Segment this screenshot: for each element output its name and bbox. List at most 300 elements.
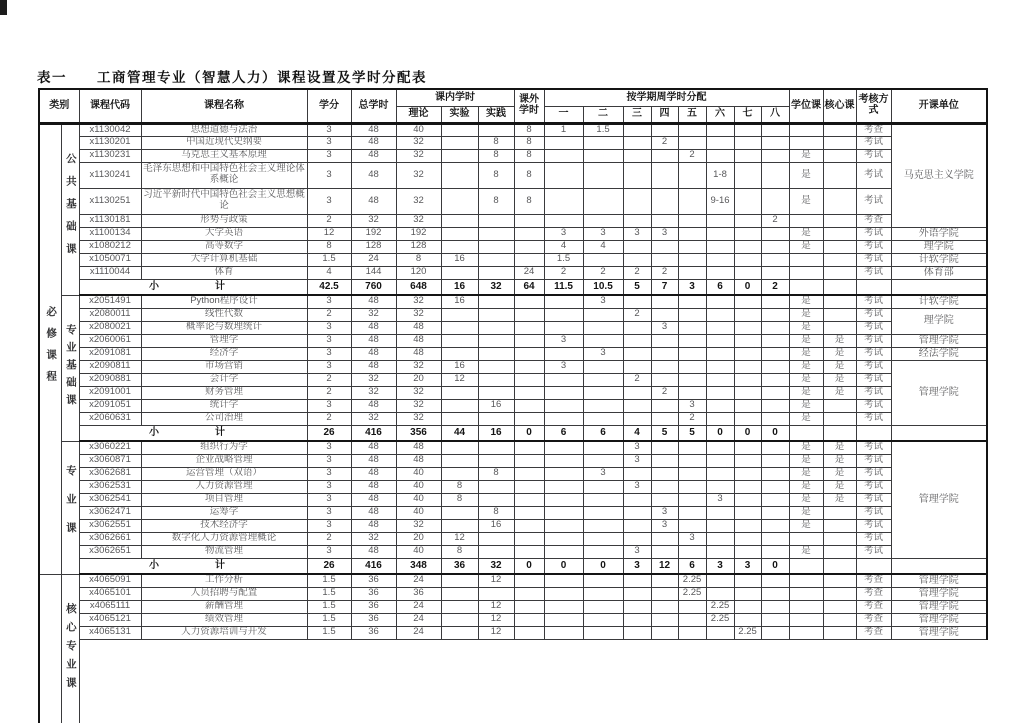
cell-semester-1: 3 — [544, 227, 583, 240]
cell-semester-4 — [651, 480, 678, 493]
subtotal-semester-7: 3 — [734, 558, 761, 574]
cell-assessment: 考试 — [856, 480, 891, 493]
table-row — [39, 373, 987, 386]
header-sem-4: 四 — [651, 106, 678, 123]
cell-semester-1 — [544, 399, 583, 412]
cell-semester-7 — [734, 386, 761, 399]
subtotal-practice-hours: 32 — [478, 279, 514, 295]
cell-semester-4: 3 — [651, 519, 678, 532]
cell-theory-hours: 32 — [396, 188, 441, 214]
cell-semester-8 — [761, 519, 789, 532]
cell-degree-course — [789, 532, 823, 545]
cell-degree-course: 是 — [789, 545, 823, 558]
cell-assessment: 考试 — [856, 334, 891, 347]
cell-course-name: 物流管理 — [141, 545, 307, 558]
cell-total-hours: 48 — [351, 149, 396, 162]
cell-semester-6 — [706, 412, 734, 425]
cell-core-course — [823, 162, 856, 188]
cell-semester-4 — [651, 240, 678, 253]
cell-semester-1 — [544, 626, 583, 639]
cell-semester-8 — [761, 454, 789, 467]
cell-semester-1 — [544, 480, 583, 493]
cell-semester-6: 2.25 — [706, 600, 734, 613]
clipped-continuation-row — [39, 639, 987, 723]
cell-semester-6 — [706, 136, 734, 149]
cell-credits: 1.5 — [307, 626, 351, 639]
cell-credits: 3 — [307, 149, 351, 162]
cell-theory-hours: 24 — [396, 626, 441, 639]
cell-theory-hours: 40 — [396, 493, 441, 506]
table-row — [39, 613, 987, 626]
cell-semester-7 — [734, 162, 761, 188]
cell-practice-hours: 8 — [478, 136, 514, 149]
cell-semester-8 — [761, 266, 789, 279]
cell-semester-6 — [706, 587, 734, 600]
subtotal-practice-hours: 32 — [478, 558, 514, 574]
cell-degree-course: 是 — [789, 347, 823, 360]
table-row — [39, 162, 987, 188]
cell-semester-2 — [583, 454, 623, 467]
cell-assessment: 考查 — [856, 123, 891, 136]
cell-semester-1 — [544, 214, 583, 227]
cell-semester-5 — [678, 480, 706, 493]
cell-course-code: x2091051 — [79, 399, 141, 412]
cell-semester-4: 2 — [651, 266, 678, 279]
cell-semester-4: 3 — [651, 227, 678, 240]
cell-experiment-hours — [441, 467, 478, 480]
subtotal-semester-5: 3 — [678, 279, 706, 295]
cell-practice-hours — [478, 587, 514, 600]
cell-core-course: 是 — [823, 454, 856, 467]
cell-credits: 3 — [307, 295, 351, 308]
cell-credits: 4 — [307, 266, 351, 279]
cell-assessment: 考查 — [856, 214, 891, 227]
cell-semester-8 — [761, 587, 789, 600]
cell-semester-8 — [761, 188, 789, 214]
cell-semester-6 — [706, 295, 734, 308]
cell-course-code: x4065091 — [79, 574, 141, 587]
cell-experiment-hours: 16 — [441, 295, 478, 308]
cell-offering-unit: 管理学院 — [891, 574, 987, 587]
cell-semester-2 — [583, 334, 623, 347]
cell-offering-unit: 管理学院 — [891, 626, 987, 639]
cell-practice-hours — [478, 227, 514, 240]
cell-practice-hours — [478, 347, 514, 360]
cell-semester-5 — [678, 506, 706, 519]
subtotal-semester-1: 11.5 — [544, 279, 583, 295]
cell-semester-4 — [651, 308, 678, 321]
table-row — [39, 149, 987, 162]
cell-experiment-hours — [441, 188, 478, 214]
cell-course-code: x4065101 — [79, 587, 141, 600]
cell-course-code: x1130231 — [79, 149, 141, 162]
subtotal-semester-4: 12 — [651, 558, 678, 574]
cell-total-hours: 144 — [351, 266, 396, 279]
cell-semester-8: 2 — [761, 214, 789, 227]
cell-semester-7 — [734, 295, 761, 308]
subtotal-semester-5: 6 — [678, 558, 706, 574]
subtotal-core-course — [823, 279, 856, 295]
header-row-1 — [39, 89, 987, 106]
cell-practice-hours — [478, 545, 514, 558]
cell-course-code: x2060631 — [79, 412, 141, 425]
cell-semester-3 — [623, 399, 651, 412]
cell-practice-hours — [478, 308, 514, 321]
subtotal-degree-course — [789, 558, 823, 574]
cell-course-name: 公司治理 — [141, 412, 307, 425]
subtotal-semester-3: 4 — [623, 425, 651, 441]
cell-extra-hours — [514, 613, 544, 626]
cell-credits: 2 — [307, 386, 351, 399]
cell-semester-6 — [706, 308, 734, 321]
cell-course-name: 人力资源管理 — [141, 480, 307, 493]
subtotal-total-hours: 760 — [351, 279, 396, 295]
cell-course-code: x1100134 — [79, 227, 141, 240]
cell-credits: 1.5 — [307, 587, 351, 600]
cell-offering-unit: 马克思主义学院 — [891, 123, 987, 227]
cell-assessment: 考试 — [856, 266, 891, 279]
cell-offering-unit: 计软学院 — [891, 295, 987, 308]
cell-offering-unit: 理学院 — [891, 240, 987, 253]
cell-extra-hours — [514, 386, 544, 399]
cell-total-hours: 36 — [351, 626, 396, 639]
cell-assessment: 考试 — [856, 441, 891, 454]
cell-assessment: 考试 — [856, 493, 891, 506]
cell-total-hours: 48 — [351, 360, 396, 373]
cell-semester-1 — [544, 467, 583, 480]
cell-degree-course: 是 — [789, 399, 823, 412]
cell-course-code: x1130241 — [79, 162, 141, 188]
cell-semester-2 — [583, 493, 623, 506]
cell-semester-3: 2 — [623, 308, 651, 321]
cell-practice-hours: 12 — [478, 613, 514, 626]
cell-assessment: 考试 — [856, 545, 891, 558]
cell-semester-4: 3 — [651, 321, 678, 334]
cell-offering-unit: 管理学院 — [891, 441, 987, 558]
cell-semester-5: 2 — [678, 412, 706, 425]
cell-experiment-hours — [441, 613, 478, 626]
cell-assessment: 考试 — [856, 347, 891, 360]
cell-course-code: x2090811 — [79, 360, 141, 373]
cell-core-course — [823, 253, 856, 266]
cell-semester-1 — [544, 506, 583, 519]
cell-practice-hours — [478, 334, 514, 347]
cell-core-course: 是 — [823, 386, 856, 399]
cell-semester-6 — [706, 454, 734, 467]
table-row — [39, 532, 987, 545]
subtotal-credits: 26 — [307, 425, 351, 441]
cell-practice-hours — [478, 266, 514, 279]
cell-theory-hours: 120 — [396, 266, 441, 279]
table-row — [39, 399, 987, 412]
cell-total-hours: 48 — [351, 467, 396, 480]
cell-semester-2 — [583, 360, 623, 373]
cell-semester-6 — [706, 373, 734, 386]
cell-credits: 1.5 — [307, 253, 351, 266]
cell-core-course — [823, 136, 856, 149]
category-outer-label: 必修课程 — [45, 306, 58, 392]
category-inner-label: 公共基础课 — [64, 153, 77, 266]
table-row — [39, 626, 987, 639]
cell-semester-1 — [544, 574, 583, 587]
cell-course-name: 马克思主义基本原理 — [141, 149, 307, 162]
cell-total-hours: 36 — [351, 613, 396, 626]
header-sem-7: 七 — [734, 106, 761, 123]
cell-practice-hours: 16 — [478, 519, 514, 532]
cell-semester-8 — [761, 626, 789, 639]
cell-credits: 3 — [307, 441, 351, 454]
cell-practice-hours: 12 — [478, 626, 514, 639]
cell-theory-hours: 20 — [396, 373, 441, 386]
cell-semester-4 — [651, 149, 678, 162]
cell-course-code: x1130181 — [79, 214, 141, 227]
header-practice: 实践 — [478, 106, 514, 123]
cell-semester-6 — [706, 532, 734, 545]
subtotal-semester-2: 10.5 — [583, 279, 623, 295]
category-inner-label: 专业课 — [64, 464, 77, 551]
cell-total-hours: 48 — [351, 441, 396, 454]
cell-experiment-hours — [441, 386, 478, 399]
cell-semester-5: 2.25 — [678, 587, 706, 600]
cell-degree-course: 是 — [789, 441, 823, 454]
cell-core-course — [823, 321, 856, 334]
cell-course-code: x3060871 — [79, 454, 141, 467]
subtotal-extra-hours: 0 — [514, 425, 544, 441]
cell-practice-hours — [478, 253, 514, 266]
cell-semester-3: 2 — [623, 373, 651, 386]
cell-semester-8 — [761, 123, 789, 136]
cell-degree-course — [789, 613, 823, 626]
cell-semester-3 — [623, 386, 651, 399]
cell-degree-course — [789, 136, 823, 149]
cell-experiment-hours — [441, 441, 478, 454]
table-row — [39, 467, 987, 480]
cell-extra-hours — [514, 308, 544, 321]
cell-extra-hours — [514, 360, 544, 373]
cell-semester-4 — [651, 214, 678, 227]
cell-assessment: 考试 — [856, 412, 891, 425]
cell-course-name: 管理学 — [141, 334, 307, 347]
cell-extra-hours — [514, 253, 544, 266]
cell-credits: 3 — [307, 519, 351, 532]
cell-semester-3 — [623, 334, 651, 347]
cell-practice-hours: 8 — [478, 188, 514, 214]
cell-semester-1 — [544, 321, 583, 334]
cell-theory-hours: 32 — [396, 399, 441, 412]
cell-semester-1 — [544, 600, 583, 613]
cell-credits: 3 — [307, 467, 351, 480]
cell-semester-5 — [678, 214, 706, 227]
cell-credits: 3 — [307, 321, 351, 334]
cell-semester-6 — [706, 149, 734, 162]
page-title: 表一 工商管理专业（智慧人力）课程设置及学时分配表 — [37, 70, 427, 85]
cell-semester-3 — [623, 123, 651, 136]
cell-credits: 3 — [307, 399, 351, 412]
cell-extra-hours — [514, 347, 544, 360]
cell-semester-7 — [734, 266, 761, 279]
cell-semester-2 — [583, 441, 623, 454]
cell-theory-hours: 32 — [396, 295, 441, 308]
scan-artifact — [0, 0, 7, 15]
cell-course-code: x2080021 — [79, 321, 141, 334]
cell-semester-5 — [678, 162, 706, 188]
cell-total-hours: 192 — [351, 227, 396, 240]
cell-practice-hours — [478, 480, 514, 493]
cell-degree-course — [789, 253, 823, 266]
table-row — [39, 506, 987, 519]
cell-experiment-hours — [441, 308, 478, 321]
cell-semester-1 — [544, 188, 583, 214]
cell-degree-course: 是 — [789, 308, 823, 321]
cell-offering-unit: 管理学院 — [891, 334, 987, 347]
cell-semester-7 — [734, 136, 761, 149]
cell-assessment: 考试 — [856, 308, 891, 321]
cell-semester-4: 3 — [651, 506, 678, 519]
cell-practice-hours — [478, 214, 514, 227]
cell-semester-6: 1-8 — [706, 162, 734, 188]
cell-semester-8 — [761, 308, 789, 321]
cell-experiment-hours: 8 — [441, 545, 478, 558]
cell-semester-7 — [734, 360, 761, 373]
header-offering-unit: 开课单位 — [891, 89, 987, 123]
cell-semester-7 — [734, 545, 761, 558]
cell-course-name: 形势与政策 — [141, 214, 307, 227]
cell-degree-course: 是 — [789, 334, 823, 347]
cell-offering-unit: 管理学院 — [891, 587, 987, 600]
cell-semester-8 — [761, 227, 789, 240]
cell-semester-6 — [706, 506, 734, 519]
cell-total-hours: 32 — [351, 412, 396, 425]
cell-semester-3 — [623, 412, 651, 425]
cell-course-name: 工作分析 — [141, 574, 307, 587]
cell-total-hours: 32 — [351, 214, 396, 227]
cell-offering-unit: 计软学院 — [891, 253, 987, 266]
cell-degree-course: 是 — [789, 240, 823, 253]
cell-course-code: x4065111 — [79, 600, 141, 613]
cell-course-name: 体育 — [141, 266, 307, 279]
cell-core-course — [823, 587, 856, 600]
cell-course-name: 组织行为学 — [141, 441, 307, 454]
subtotal-offering-unit — [891, 558, 987, 574]
cell-course-code: x1130042 — [79, 123, 141, 136]
cell-semester-7 — [734, 149, 761, 162]
subtotal-row — [39, 279, 987, 295]
cell-semester-3 — [623, 214, 651, 227]
table-row — [39, 253, 987, 266]
cell-semester-5 — [678, 308, 706, 321]
cell-experiment-hours — [441, 240, 478, 253]
cell-practice-hours: 8 — [478, 149, 514, 162]
cell-practice-hours — [478, 386, 514, 399]
table-row — [39, 441, 987, 454]
cell-semester-8 — [761, 162, 789, 188]
cell-core-course — [823, 227, 856, 240]
cell-course-name: 经济学 — [141, 347, 307, 360]
cell-semester-4: 2 — [651, 386, 678, 399]
subtotal-experiment-hours: 36 — [441, 558, 478, 574]
cell-core-course — [823, 295, 856, 308]
category-outer-cell — [39, 123, 61, 574]
table-row — [39, 308, 987, 321]
cell-semester-8 — [761, 545, 789, 558]
cell-semester-4 — [651, 347, 678, 360]
cell-semester-4 — [651, 587, 678, 600]
cell-semester-1 — [544, 587, 583, 600]
cell-total-hours: 36 — [351, 574, 396, 587]
cell-semester-6 — [706, 480, 734, 493]
cell-semester-8 — [761, 480, 789, 493]
cell-total-hours: 36 — [351, 587, 396, 600]
cell-semester-2 — [583, 480, 623, 493]
cell-experiment-hours — [441, 227, 478, 240]
cell-course-name: 线性代数 — [141, 308, 307, 321]
cell-credits: 2 — [307, 412, 351, 425]
cell-semester-3 — [623, 253, 651, 266]
cell-semester-2 — [583, 574, 623, 587]
cell-semester-1 — [544, 412, 583, 425]
cell-semester-6 — [706, 467, 734, 480]
cell-course-name: 会计学 — [141, 373, 307, 386]
cell-semester-1 — [544, 441, 583, 454]
cell-semester-3: 3 — [623, 545, 651, 558]
cell-experiment-hours: 8 — [441, 493, 478, 506]
cell-total-hours: 48 — [351, 334, 396, 347]
table-row — [39, 240, 987, 253]
subtotal-label: 小 计 — [79, 425, 307, 441]
cell-total-hours: 128 — [351, 240, 396, 253]
cell-semester-3 — [623, 136, 651, 149]
cell-semester-8 — [761, 347, 789, 360]
subtotal-semester-7: 0 — [734, 425, 761, 441]
cell-core-course: 是 — [823, 493, 856, 506]
header-credits: 学分 — [307, 89, 351, 123]
subtotal-degree-course — [789, 279, 823, 295]
cell-core-course — [823, 532, 856, 545]
cell-semester-5 — [678, 386, 706, 399]
cell-degree-course: 是 — [789, 295, 823, 308]
cell-theory-hours: 36 — [396, 587, 441, 600]
cell-course-code: x3062661 — [79, 532, 141, 545]
cell-offering-unit: 外语学院 — [891, 227, 987, 240]
table-row — [39, 295, 987, 308]
cell-semester-3 — [623, 587, 651, 600]
cell-semester-8 — [761, 321, 789, 334]
cell-semester-4 — [651, 399, 678, 412]
cell-semester-6 — [706, 545, 734, 558]
subtotal-semester-6: 6 — [706, 279, 734, 295]
cell-experiment-hours: 16 — [441, 253, 478, 266]
header-sem-6: 六 — [706, 106, 734, 123]
cell-semester-5 — [678, 626, 706, 639]
cell-theory-hours: 32 — [396, 214, 441, 227]
cell-experiment-hours — [441, 123, 478, 136]
cell-experiment-hours — [441, 600, 478, 613]
cell-semester-1 — [544, 613, 583, 626]
cell-semester-8 — [761, 441, 789, 454]
cell-semester-4 — [651, 253, 678, 266]
cell-assessment: 考试 — [856, 360, 891, 373]
cell-core-course: 是 — [823, 480, 856, 493]
cell-semester-3 — [623, 295, 651, 308]
cell-extra-hours — [514, 399, 544, 412]
cell-core-course: 是 — [823, 334, 856, 347]
cell-extra-hours — [514, 240, 544, 253]
category-outer-cell — [39, 574, 61, 723]
cell-degree-course: 是 — [789, 506, 823, 519]
table-row — [39, 266, 987, 279]
header-course-name: 课程名称 — [141, 89, 307, 123]
cell-semester-8 — [761, 467, 789, 480]
